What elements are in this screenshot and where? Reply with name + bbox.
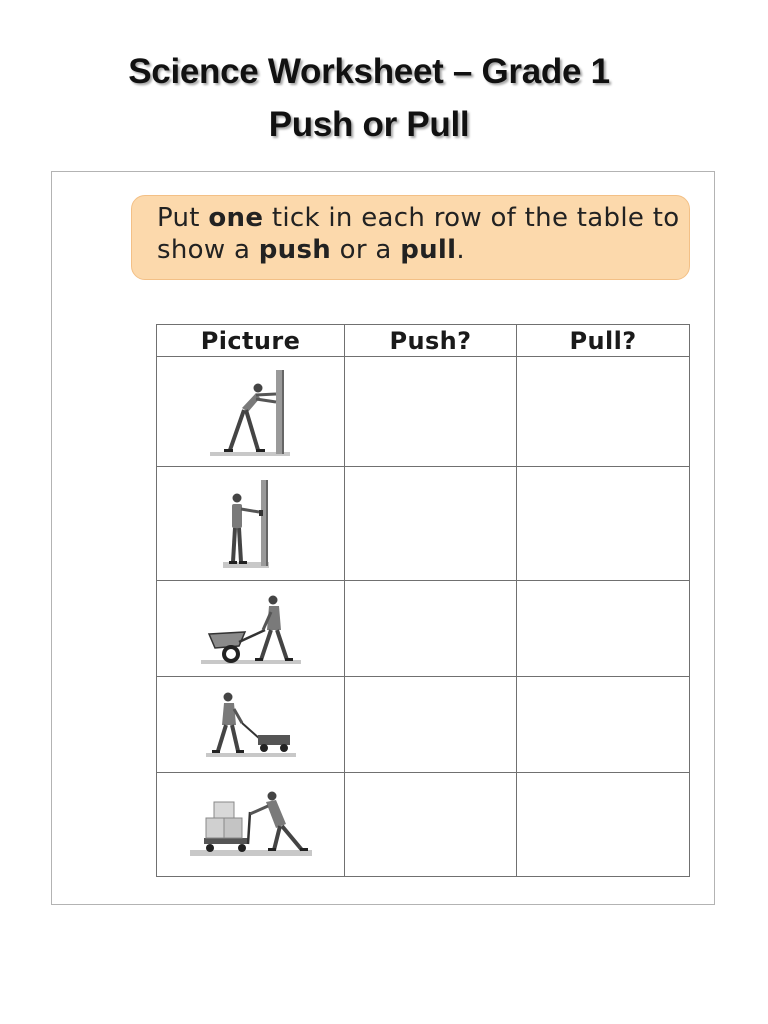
header-push: Push?: [345, 325, 517, 357]
person-pulling-door-icon: [221, 476, 281, 572]
instruction-bold-pull: pull: [400, 235, 457, 265]
worksheet-subtitle: Push or Pull: [268, 105, 470, 144]
person-pushing-wheelbarrow-icon: [199, 590, 303, 668]
header-picture: Picture: [157, 325, 345, 357]
worksheet-title: Science Worksheet – Grade 1: [128, 52, 610, 91]
instruction-box: [131, 195, 690, 280]
push-cell[interactable]: [345, 677, 517, 773]
header-pull: Pull?: [517, 325, 690, 357]
instruction-text-1: Put: [157, 203, 209, 233]
table-row: [157, 357, 690, 467]
picture-cell: [157, 357, 345, 467]
push-cell[interactable]: [345, 467, 517, 581]
pull-cell[interactable]: [517, 773, 690, 877]
pull-cell[interactable]: [517, 357, 690, 467]
person-pulling-wagon-icon: [204, 689, 298, 761]
picture-cell: [157, 677, 345, 773]
instruction-text-3: or a: [331, 235, 401, 265]
table-row: [157, 773, 690, 877]
instruction-text-2: tick in each row of the table to show a: [157, 203, 680, 265]
person-pushing-door-icon: [206, 364, 296, 460]
picture-cell: [157, 467, 345, 581]
picture-cell: [157, 581, 345, 677]
table-row: [157, 467, 690, 581]
table-header-row: [157, 325, 690, 357]
push-cell[interactable]: [345, 581, 517, 677]
picture-cell: [157, 773, 345, 877]
table-row: [157, 677, 690, 773]
push-cell[interactable]: [345, 773, 517, 877]
pull-cell[interactable]: [517, 581, 690, 677]
pull-cell[interactable]: [517, 677, 690, 773]
push-cell[interactable]: [345, 357, 517, 467]
table-row: [157, 581, 690, 677]
instruction-text-4: .: [456, 235, 465, 265]
pull-cell[interactable]: [517, 467, 690, 581]
instruction-bold-push: push: [258, 235, 332, 265]
person-pushing-cart-icon: [188, 788, 314, 862]
push-pull-table: [156, 324, 690, 877]
instruction-bold-one: one: [208, 203, 264, 233]
